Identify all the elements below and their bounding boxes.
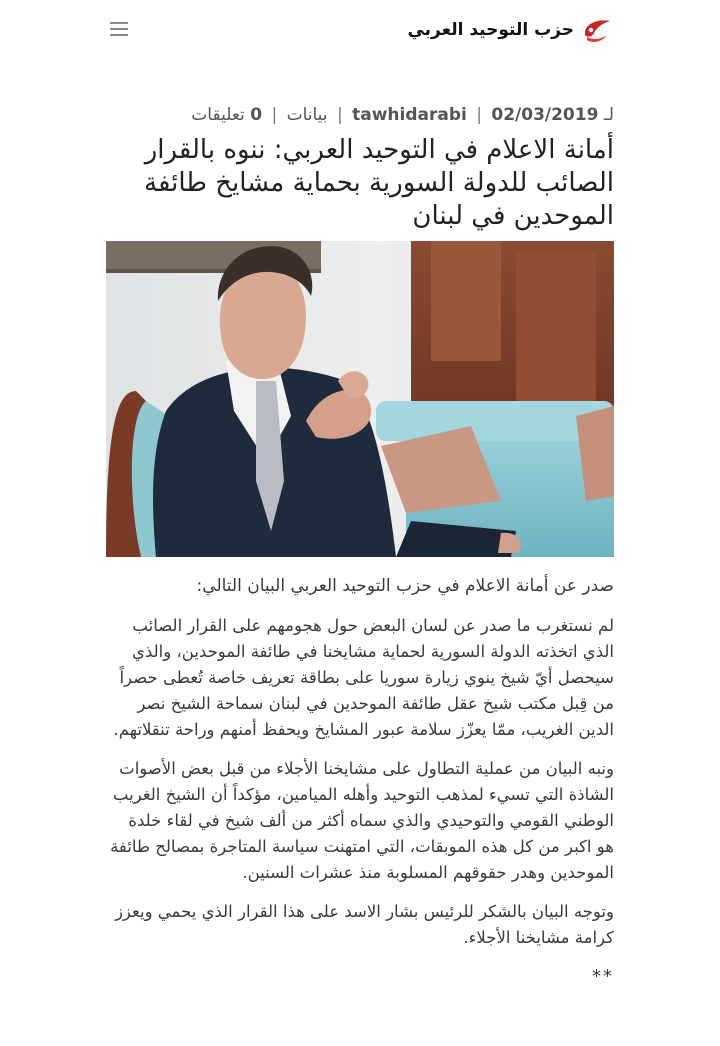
site-logo[interactable] [407,12,614,48]
brand-name: حزب التوحيد العربي [407,20,574,40]
meta-author-link[interactable]: tawhidarabi [352,105,467,125]
meta-comments-label[interactable]: تعليقات [191,105,245,125]
meta-comments-count[interactable]: 0 [250,105,263,125]
article-body [106,573,614,990]
site-header [0,0,720,58]
meta-separator: | [271,105,278,125]
article-paragraph: وتوجه البيان بالشكر للرئيس بشار الاسد على هذا القرار الذي يحمي ويعزز كرامة مشايخنا الأجلاء. [114,902,614,947]
party-logo-icon [580,13,614,47]
meta-separator: | [336,105,343,125]
article-paragraph: لم نستغرب ما صدر عن لسان البعض حول هجومهم على القرار الصائب الذي اتخذته الدولة السورية لحماية مشايخنا في طائفة الموحدين، والذي سيحصل أيّ شيخ ينوي زيارة سوريا على بطاقة تعريف خاصة تُعطى حصراً من قِبل مكتب شيخ عقل طائفة الموحدين في لبنان سماحة الشيخ نصر الدين الغريب، ممّا يعزّز سلامة عبور المشايخ ويحفظ أمنهم وراحة تنقلاتهم. [113,616,614,739]
hamburger-menu-icon[interactable] [105,18,133,40]
article-paragraph: صدر عن أمانة الاعلام في حزب التوحيد العربي البيان التالي: [196,576,614,596]
meta-date: 02/03/2019 [491,105,599,125]
meta-category-link[interactable]: بيانات [286,105,328,125]
article [106,100,614,1003]
meta-separator: | [476,105,482,125]
article-paragraph: ** [592,966,614,987]
article-title: أمانة الاعلام في التوحيد العربي: ننوه بالقرار الصائب للدولة السورية بحماية مشايخ طائفة الموحدين في لبنان [144,135,614,231]
article-paragraph: ونبه البيان من عملية التطاول على مشايخنا الأجلاء من قبل بعض الأصوات الشاذة التي تسيء لمذهب التوحيد وأهله الميامين، مؤكداً أن الشيخ الغريب الوطني القومي والتوحيدي والذي سماه أكثر من ألف شيخ في لقاء خلدة هو اكبر من كل هذه الموبقات، التي امتهنت سياسة المتاجرة بمصالح طائفة الموحدين وهدر حقوقهم المسلوبة منذ عشرات السنين. [110,759,614,882]
article-photo [106,241,614,557]
meta-prefix: لـ [603,105,614,125]
article-meta [106,100,614,130]
